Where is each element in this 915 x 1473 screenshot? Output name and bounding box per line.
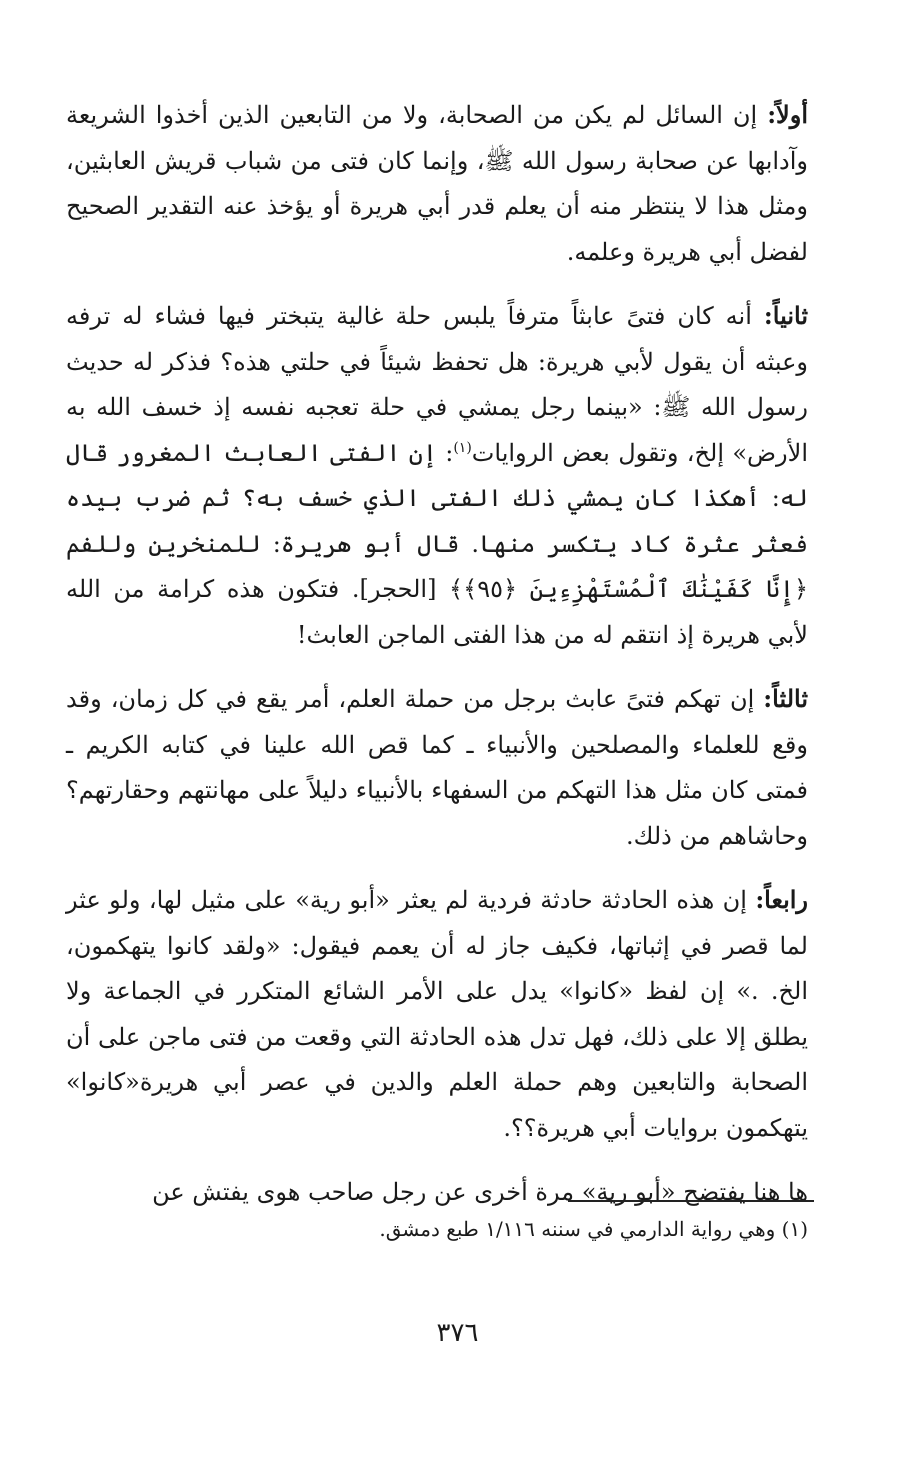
paragraph-text: إن السائل لم يكن من الصحابة، ولا من التابعين الذين أخذوا الشريعة وآدابها عن صحابة رسول الله ﷺ، وإنما كان فتى من شباب قريش العابثين، ومثل هذا لا ينتظر منه أن يعلم قدر أبي هريرة أو يؤخذ عنه التقدير الصحيح لفضل أبي هريرة وعلمه.: [66, 101, 808, 266]
paragraph-third: [66, 676, 808, 859]
paragraph-fifth: [66, 1169, 808, 1216]
paragraph-first: [66, 92, 808, 275]
body-text: [66, 92, 808, 1234]
footnote: (١) وهي رواية الدارمي في سننه ١/١١٦ طبع دمشق.: [379, 1217, 808, 1241]
paragraph-lead: ثانياً:: [763, 301, 809, 330]
paragraph-lead: ثالثاً:: [763, 684, 808, 713]
paragraph-text: إن هذه الحادثة حادثة فردية لم يعثر «أبو رية» على مثيل لها، ولو عثر لما قصر في إثباتها، فكيف جاز له أن يعمم فيقول: «ولقد كانوا يتهكمون، الخ. .» إن لفظ «كانوا» يدل على الأمر الشائع المتكرر في الجماعة ولا يطلق إلا على ذلك، فهل تدل هذه الحادثة التي وقعت من فتى ماجن على أن الصحابة والتابعين وهم حملة العلم والدين في عصر أبي هريرة«كانوا» يتهكمون بروايات أبي هريرة؟؟.: [66, 886, 808, 1142]
paragraph-text: : إن الفتى العابث المغرور قال له: أهكذا كان يمشي ذلك الفتى الذي خسف به؟ ثم ضرب بيده فعثر عثرة كاد يتكسر منها. قال أبو هريرة: للمنخرين وللفم ﴿إِنَّا كَفَيْنَٰكَ ٱلْمُسْتَهْزِءِينَ ﴿٩٥﴾﴾ [الحجر]. فتكون هذه كرامة من الله لأبي هريرة إذ انتقم له من هذا الفتى الماجن العابث!: [66, 438, 809, 649]
paragraph-text: إن تهكم فتىً عابث برجل من حملة العلم، أمر يقع في كل زمان، وقد وقع للعلماء والمصلحين والأنبياء ـ كما قص الله علينا في كتابه الكريم ـ فمتى كان مثل هذا التهكم من السفهاء بالأنبياء دليلاً على مهانتهم وحقارتهم؟ وحاشاهم من ذلك.: [66, 685, 809, 850]
footnote-divider: [568, 1200, 814, 1202]
page-number: ٣٧٦: [436, 1318, 479, 1348]
paragraph-text: أنه كان فتىً عابثاً مترفاً يلبس حلة غالية يتبختر فيها فشاء له ترفه وعبثه أن يقول لأبي هريرة: هل تحفظ شيئاً في حلتي هذه؟ فذكر له حديث رسول الله ﷺ: «بينما رجل يمشي في حلة تعجبه نفسه إذ خسف الله به الأرض» إلخ، وتقول بعض الروايات: [66, 302, 808, 467]
footnote-reference[interactable]: (١): [453, 439, 472, 456]
paragraph-lead: رابعاً:: [755, 885, 808, 914]
paragraph-lead: أولاً:: [767, 100, 808, 129]
paragraph-second: [66, 293, 808, 658]
paragraph-text: ها هنا يفتضح «أبو رية» مرة أخرى عن رجل صاحب هوى يفتش عن: [152, 1178, 808, 1206]
paragraph-fourth: [66, 877, 808, 1151]
